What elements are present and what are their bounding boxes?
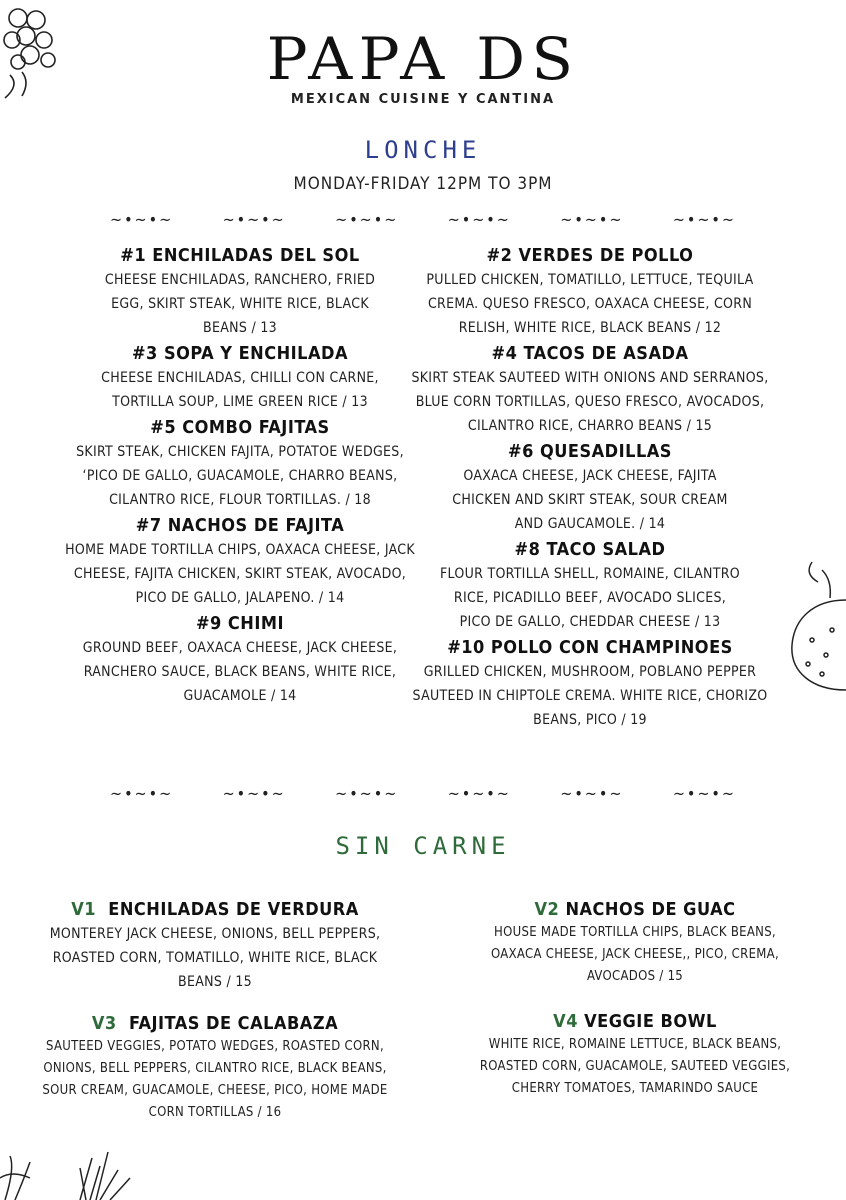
menu-item-line: BEANS / 15 [178, 974, 252, 990]
ornament-icon: ~•~•~ [335, 784, 399, 803]
menu-item [410, 244, 770, 340]
menu-item [410, 342, 770, 438]
veg-tag: V4 [553, 1011, 578, 1032]
menu-item-name: VEGGIE BOWL [584, 1011, 717, 1032]
menu-item-line: GUACAMOLE / 14 [183, 688, 297, 704]
menu-item-line: AND GAUCAMOLE. / 14 [514, 516, 666, 532]
menu-item-line: SKIRT STEAK SAUTEED WITH ONIONS AND SERRANOS, [411, 370, 769, 386]
menu-item-title: #8 TACO SALAD [514, 539, 666, 560]
menu-item-line: RANCHERO SAUCE, BLACK BEANS, WHITE RICE, [83, 664, 397, 680]
menu-item [60, 612, 420, 708]
menu-item-title [30, 898, 400, 922]
menu-item-title: #5 COMBO FAJITAS [150, 417, 330, 438]
ornament-icon: ~•~•~ [672, 784, 736, 803]
sin-carne-item [450, 1010, 820, 1100]
menu-item-line: CHERRY TOMATOES, TAMARINDO SAUCE [511, 1081, 759, 1096]
menu-item-line: CILANTRO RICE, CHARRO BEANS / 15 [467, 418, 713, 434]
ornament-icon: ~•~•~ [110, 210, 174, 229]
menu-item-name: FAJITAS DE CALABAZA [128, 1013, 339, 1034]
menu-item-line: ROASTED CORN, GUACAMOLE, SAUTEED VEGGIES, [479, 1059, 791, 1074]
menu-item-line: OAXACA CHEESE, JACK CHEESE, FAJITA [463, 468, 717, 484]
menu-item-line: BEANS, PICO / 19 [533, 712, 647, 728]
menu-item-title: #7 NACHOS DE FAJITA [135, 515, 345, 536]
menu-item-title: #6 QUESADILLAS [508, 441, 672, 462]
menu-item-line: PICO DE GALLO, CHEDDAR CHEESE / 13 [459, 614, 721, 630]
ornament-icon: ~•~•~ [222, 210, 286, 229]
menu-item-line: AVOCADOS / 15 [586, 969, 684, 984]
sin-carne-title: SIN CARNE [335, 832, 511, 860]
menu-item-line: TORTILLA SOUP, LIME GREEN RICE / 13 [112, 394, 368, 410]
sin-carne-item [30, 898, 400, 994]
menu-item-line: GRILLED CHICKEN, MUSHROOM, POBLANO PEPPER [423, 664, 757, 680]
menu-item-line: CHEESE ENCHILADAS, RANCHERO, FRIED [104, 272, 376, 288]
menu-item-title [20, 1012, 410, 1036]
menu-item-title: #9 CHIMI [195, 613, 285, 634]
ornament-icon: ~•~•~ [222, 784, 286, 803]
menu-item-title [450, 898, 820, 922]
menu-item-line: RELISH, WHITE RICE, BLACK BEANS / 12 [458, 320, 722, 336]
menu-item-line: BLUE CORN TORTILLAS, QUESO FRESCO, AVOCADOS, [415, 394, 765, 410]
menu-item [60, 416, 420, 512]
menu-item [60, 342, 420, 414]
menu-item-title: #2 VERDES DE POLLO [486, 245, 694, 266]
menu-item-title [450, 1010, 820, 1034]
ornament-icon: ~•~•~ [110, 784, 174, 803]
sin-carne-item [20, 1012, 410, 1124]
ornament-divider [110, 210, 736, 229]
restaurant-tagline: MEXICAN CUISINE Y CANTINA [290, 92, 556, 107]
lonche-hours: MONDAY-FRIDAY 12PM TO 3PM [293, 174, 553, 194]
menu-item-line: PICO DE GALLO, JALAPENO. / 14 [135, 590, 345, 606]
ornament-icon: ~•~•~ [335, 210, 399, 229]
menu-item [410, 538, 770, 634]
menu-item-line: ROASTED CORN, TOMATILLO, WHITE RICE, BLACK [52, 950, 378, 966]
agave-sketch-icon [0, 1148, 140, 1200]
menu-item-line: SKIRT STEAK, CHICKEN FAJITA, POTATOE WEDGES, [76, 444, 404, 460]
menu-item-line: ONIONS, BELL PEPPERS, CILANTRO RICE, BLACK BEANS, [43, 1061, 387, 1076]
ornament-icon: ~•~•~ [447, 784, 511, 803]
ornament-icon: ~•~•~ [672, 210, 736, 229]
menu-item-line: OAXACA CHEESE, JACK CHEESE,, PICO, CREMA, [491, 947, 779, 962]
menu-item [410, 440, 770, 536]
veg-tag: V1 [71, 899, 96, 920]
orange-sketch-icon [782, 560, 846, 696]
menu-item [410, 636, 770, 732]
menu-item-title: #4 TACOS DE ASADA [491, 343, 689, 364]
menu-item-title: #3 SOPA Y ENCHILADA [131, 343, 349, 364]
menu-item-line: SAUTEED VEGGIES, POTATO WEDGES, ROASTED CORN, [45, 1039, 384, 1054]
ornament-icon: ~•~•~ [560, 784, 624, 803]
ornament-divider [110, 784, 736, 803]
menu-item-line: MONTEREY JACK CHEESE, ONIONS, BELL PEPPERS, [49, 926, 381, 942]
lonche-left-column [60, 244, 420, 710]
menu-item-line: FLOUR TORTILLA SHELL, ROMAINE, CILANTRO [440, 566, 740, 582]
menu-item-title: #1 ENCHILADAS DEL SOL [120, 245, 360, 266]
menu-item-line: SAUTEED IN CHIPTOLE CREMA. WHITE RICE, CHORIZO [412, 688, 768, 704]
menu-item [60, 514, 420, 610]
menu-item-line: EGG, SKIRT STEAK, WHITE RICE, BLACK [111, 296, 369, 312]
veg-tag: V3 [91, 1013, 117, 1034]
menu-item [60, 244, 420, 340]
menu-item-line: GROUND BEEF, OAXACA CHEESE, JACK CHEESE, [82, 640, 398, 656]
menu-item-line: SOUR CREAM, GUACAMOLE, CHEESE, PICO, HOME MADE [42, 1083, 388, 1098]
menu-item-line: HOME MADE TORTILLA CHIPS, OAXACA CHEESE, JACK [65, 542, 415, 558]
ornament-icon: ~•~•~ [560, 210, 624, 229]
menu-item-line: CREMA. QUESO FRESCO, OAXACA CHEESE, CORN [427, 296, 753, 312]
lonche-right-column [410, 244, 770, 734]
menu-item-line: WHITE RICE, ROMAINE LETTUCE, BLACK BEANS, [488, 1037, 782, 1052]
menu-item-line: CILANTRO RICE, FLOUR TORTILLAS. / 18 [109, 492, 371, 508]
menu-item-name: NACHOS DE GUAC [565, 899, 736, 920]
lonche-title: LONCHE [364, 136, 482, 164]
menu-item-line: HOUSE MADE TORTILLA CHIPS, BLACK BEANS, [494, 925, 776, 940]
menu-item-line: CORN TORTILLAS / 16 [148, 1105, 282, 1120]
ornament-icon: ~•~•~ [447, 210, 511, 229]
menu-item-line: PULLED CHICKEN, TOMATILLO, LETTUCE, TEQUILA [426, 272, 754, 288]
menu-item-line: CHEESE, FAJITA CHICKEN, SKIRT STEAK, AVOCADO, [73, 566, 407, 582]
menu-item-line: ‘PICO DE GALLO, GUACAMOLE, CHARRO BEANS, [82, 468, 398, 484]
blackberry-sketch-icon [0, 0, 70, 100]
menu-item-line: CHEESE ENCHILADAS, CHILLI CON CARNE, [101, 370, 379, 386]
sin-carne-item [450, 898, 820, 988]
menu-item-line: CHICKEN AND SKIRT STEAK, SOUR CREAM [452, 492, 728, 508]
restaurant-logo: PAPA DS [266, 25, 580, 93]
menu-item-line: RICE, PICADILLO BEEF, AVOCADO SLICES, [453, 590, 727, 606]
menu-item-title: #10 POLLO CON CHAMPINOES [447, 637, 733, 658]
veg-tag: V2 [534, 899, 560, 920]
menu-item-line: BEANS / 13 [203, 320, 277, 336]
menu-item-name: ENCHILADAS DE VERDURA [108, 899, 359, 920]
